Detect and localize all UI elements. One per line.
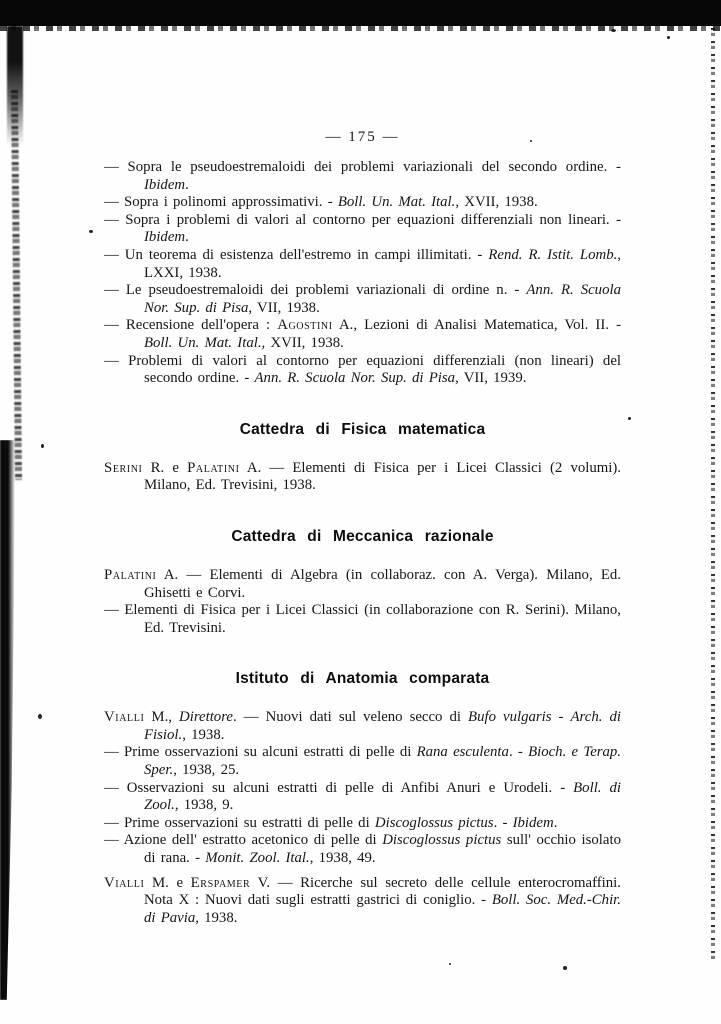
smallcaps-author: Vialli [104, 709, 145, 726]
entry-text: , VII, 1939. [455, 370, 527, 387]
bibliography-entry [104, 875, 621, 928]
scan-speck [667, 36, 670, 39]
smallcaps-author: Erspamer [190, 874, 251, 891]
entry-text: — Azione dell' estratto acetonico di pelle di [104, 832, 383, 849]
italic-text: Ibidem [512, 814, 554, 831]
entry-text: — Recensione dell'opera : [104, 317, 278, 334]
scan-speck [563, 966, 567, 970]
bibliography-entry [104, 194, 621, 212]
italic-text: Direttore [179, 709, 233, 726]
italic-text: Monit. Zool. Ital. [205, 850, 310, 867]
entry-text: V. — Ricerche sul secreto delle cellule enterocromaffini. Nota X : Nuovi dati sugli estratti gastrici di coniglio. - [144, 874, 621, 909]
bibliography-section [104, 421, 621, 495]
italic-text: Discoglossus pictus [374, 814, 494, 831]
smallcaps-author: Agostini [277, 317, 333, 334]
scan-left-smudge [7, 26, 23, 146]
entry-text: — Elementi di Fisica per i Licei Classici (in collaborazione con R. Serini). Milano, Ed. Trevisini. [104, 602, 621, 636]
scan-speck [89, 230, 93, 233]
scan-speck [611, 29, 616, 32]
bibliography-entry [104, 780, 621, 815]
bibliography-section [104, 670, 621, 927]
entry-text: A., Lezioni di Analisi Matematica, Vol. II. - [332, 317, 622, 334]
smallcaps-author: Serini [104, 459, 143, 476]
entry-text: , 1938, 25. [173, 762, 240, 779]
bibliography-entry [104, 282, 621, 317]
bibliography-entry [104, 460, 621, 495]
italic-text: Ibidem [144, 229, 186, 246]
bibliography-section [104, 528, 621, 637]
italic-text: Discoglossus pictus [382, 832, 502, 849]
italic-text: Rana esculenta [416, 744, 509, 761]
entry-text: , LXXI, 1938. [144, 246, 621, 281]
italic-text: Ibidem [144, 176, 186, 193]
entry-text: , 1938. [195, 909, 238, 926]
entry-text: , 1938, 9. [174, 797, 234, 814]
bibliography-entry [104, 353, 621, 388]
italic-text: Ann. R. Scuola Nor. Sup. di Pisa [254, 370, 456, 387]
entry-text: , 1938. [182, 726, 225, 743]
page-body [104, 129, 621, 927]
bibliography-entry [104, 602, 621, 637]
italic-text: Rend. R. Istit. Lomb. [488, 246, 618, 263]
smallcaps-author: Palatini [187, 459, 240, 476]
scan-top-black-bar [0, 0, 721, 26]
bibliography-section [104, 159, 621, 388]
bibliography-entry [104, 815, 621, 833]
entry-text: M., [144, 709, 180, 726]
italic-text: Arch. di Fisiol. [144, 709, 621, 743]
italic-text: Boll. Soc. Med.-Chir. di Pavia [144, 892, 621, 926]
scan-speck [449, 963, 451, 965]
page-number: — 175 — [325, 129, 400, 145]
entry-text: — Le pseudoestremaloidi dei problemi variazionali di ordine n. - [104, 282, 527, 299]
entry-text: A. — Elementi di Algebra (in collaboraz. con A. Verga). Milano, Ed. Ghisetti e Corvi. [144, 566, 621, 601]
entry-text: R. e [142, 459, 188, 476]
scan-left-edge-band [0, 440, 15, 1000]
bibliography-entry [104, 709, 621, 744]
entry-text: A. — Elementi di Fisica per i Licei Classici (2 volumi). Milano, Ed. Trevisini, 1938. [144, 459, 621, 494]
italic-text: Bufo vulgaris [468, 709, 552, 726]
entry-text: , XVII, 1938. [261, 334, 344, 351]
bibliography-entry [104, 744, 621, 779]
scan-left-streak [11, 90, 22, 480]
smallcaps-author: Vialli [104, 874, 145, 891]
scan-top-bar-ragged-edge [0, 26, 721, 31]
scan-speck [628, 417, 631, 420]
entry-text: — Sopra le pseudoestremaloidi dei problemi variazionali del secondo ordine. - [104, 159, 621, 175]
entry-text: — Prime osservazioni su alcuni estratti di pelle di [104, 744, 417, 761]
entry-text: — Sopra i polinomi approssimativi. - [104, 194, 338, 211]
smallcaps-author: Palatini [104, 566, 157, 583]
bibliography-entry [104, 317, 621, 352]
entry-text: — Problemi di valori al contorno per equazioni differenziali (non lineari) del secondo ordine. - [104, 352, 621, 387]
bibliography-entry [104, 212, 621, 247]
entry-text: , 1938, 49. [309, 850, 376, 867]
scan-right-edge-line [711, 28, 715, 963]
italic-text: Boll. di Zool. [144, 779, 621, 814]
bibliography-entry [104, 567, 621, 602]
entry-text: sull' occhio isolato di rana. - [144, 832, 621, 867]
entry-text: . [553, 814, 558, 831]
entry-text: , VII, 1938. [248, 299, 320, 316]
document-sections [104, 159, 621, 927]
entry-text: . - [493, 814, 513, 831]
entry-text: , XVII, 1938. [455, 194, 538, 211]
entry-text: . — Nuovi dati sul veleno secco di [233, 709, 469, 726]
entry-text: - [551, 709, 571, 726]
section-heading: Cattedra di Meccanica razionale [231, 527, 494, 545]
entry-text: — Un teorema di esistenza dell'estremo in campi illimitati. - [104, 246, 489, 263]
italic-text: Ann. R. Scuola Nor. Sup. di Pisa [144, 282, 621, 316]
bibliography-entry [104, 832, 621, 867]
entry-text: — Prime osservazioni su estratti di pelle di [104, 814, 375, 831]
entry-text: . [185, 176, 189, 193]
bibliography-entry [104, 159, 621, 194]
entry-text: . [185, 229, 189, 246]
entry-text: M. e [144, 874, 191, 891]
italic-text: Boll. Un. Mat. Ital. [337, 194, 456, 211]
italic-text: Bioch. e Terap. Sper. [144, 744, 622, 779]
scan-speck [38, 714, 42, 719]
bibliography-entry [104, 247, 621, 282]
scan-speck [41, 444, 44, 448]
entry-text: . - [508, 744, 529, 761]
italic-text: Boll. Un. Mat. Ital. [144, 334, 262, 351]
entry-text: — Osservazioni su alcuni estratti di pelle di Anfibi Anuri e Urodeli. - [104, 779, 574, 796]
section-heading: Istituto di Anatomia comparata [235, 670, 490, 688]
section-heading: Cattedra di Fisica matematica [239, 420, 486, 438]
entry-text: — Sopra i problemi di valori al contorno per equazioni differenziali non lineari. - [104, 211, 621, 228]
